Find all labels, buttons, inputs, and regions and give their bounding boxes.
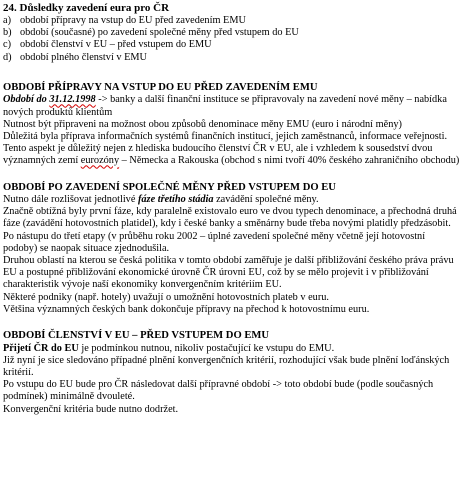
- paragraph: [3, 194, 460, 206]
- paragraph-lead: Přijetí ČR do EU: [3, 342, 79, 354]
- section-heading-after-currency: OBDOBÍ PO ZAVEDENÍ SPOLEČNÉ MĚNY PŘED VSTUPEM DO EU: [3, 181, 336, 193]
- paragraph-text: – Německa a Rakouska (obchod s nimi tvoří 40% českého zahraničního obchodu): [119, 155, 460, 167]
- paragraph-text: Nutno dále rozlišovat jednotlivé: [3, 194, 138, 206]
- paragraph: Druhou oblastí na kterou se česká politika v tomto období zaměřuje je další přibližování českého práva právu EU a postupné přibližování ekonomické úrovně ČR úrovni EU, což by se mělo projevit i v přibližování charakteristik vývoje naší ekonomiky konvergenčním kritériím EU.: [3, 255, 454, 291]
- paragraph: [3, 343, 460, 355]
- outline-item-letter: b): [3, 27, 12, 39]
- paragraph: Již nyní je sice sledováno případné plnění konvergenčních kritérií, rozhodující však bude plnění loďánských kritérií.: [3, 354, 450, 378]
- section-heading-eu-membership: OBDOBÍ ČLENSTVÍ V EU – PŘED VSTUPEM DO EMU: [3, 330, 270, 342]
- document-title: 24. Důsledky zavedení eura pro ČR: [3, 2, 170, 14]
- outline-item-text: období přípravy na vstup do EU před zavedením EMU: [20, 15, 246, 26]
- outline-item: [3, 15, 460, 27]
- paragraph: Značně obtížná byly první fáze, kdy paralelně existovalo euro ve dvou typech denominace, a přechodná druhá fáze (zavádění hotovostních platidel), kdy i české banky a směnárny bude třeba novými platidly předzásobit.: [3, 206, 457, 230]
- outline-item-text: období plného členství v EMU: [20, 51, 147, 63]
- paragraph: [3, 143, 460, 167]
- paragraph-text: je podmínkou nutnou, nikoliv postačující ke vstupu do EMU.: [78, 342, 335, 354]
- paragraph: Některé podniky (např. hotely) uvažují o umožnění hotovostních plateb v euru.: [3, 291, 329, 303]
- paragraph-date: 31.12.1998: [49, 94, 96, 106]
- paragraph: [3, 94, 460, 118]
- paragraph-text: zavádění společné měny.: [213, 194, 319, 206]
- paragraph-text: -> banky a další finanční instituce se připravovaly na zavedení nové měny – nabídka nových produktů klientům: [3, 94, 447, 118]
- paragraph: Po vstupu do EU bude pro ČR následovat další přípravné období -> toto období bude (podle současných podmínek) minimálně dvouleté.: [3, 379, 434, 403]
- outline-item: [3, 27, 460, 39]
- paragraph-word: eurozóny: [80, 155, 120, 167]
- outline-item-text: období (současné) po zavedení společné měny před vstupem do EU: [20, 27, 299, 39]
- paragraph: Důležitá byla příprava informačních systémů finančních institucí, jejich zaměstnanců, informace veřejnosti.: [3, 130, 448, 142]
- paragraph: Konvergenční kritéria bude nutno dodržet.: [3, 403, 179, 415]
- paragraph-lead: Období do: [3, 94, 50, 106]
- outline-list: [3, 15, 460, 64]
- outline-item-text: období členství v EU – před vstupem do EMU: [20, 39, 212, 51]
- paragraph-emphasis: fáze třetího stádia: [137, 194, 214, 206]
- outline-item: [3, 52, 460, 64]
- outline-item-letter: d): [3, 51, 12, 63]
- paragraph: Po nástupu do třetí etapy (v průběhu roku 2002 – úplné zavedení společné měny včetně její hotovostní podoby) se naopak situace zjednodušila.: [3, 230, 426, 254]
- section-heading-preparation: OBDOBÍ PŘÍPRAVY NA VSTUP DO EU PŘED ZAVEDENÍM EMU: [3, 81, 318, 93]
- paragraph-text: Tento aspekt je důležitý nejen z hlediska budoucího členství ČR v EU, ale i vzhledem k sousedství dvou významných zemí: [3, 143, 433, 167]
- outline-item-letter: a): [3, 15, 11, 26]
- document-body: [0, 2, 460, 416]
- outline-item-letter: c): [3, 39, 11, 51]
- paragraph: Většina významných českých bank dokončuje přípravy na přechod k hotovostnímu euru.: [3, 303, 370, 315]
- outline-item: [3, 39, 460, 51]
- paragraph: Nutnost být připraveni na možnost obou způsobů denominace měny EMU (euro i národní měny): [3, 118, 402, 130]
